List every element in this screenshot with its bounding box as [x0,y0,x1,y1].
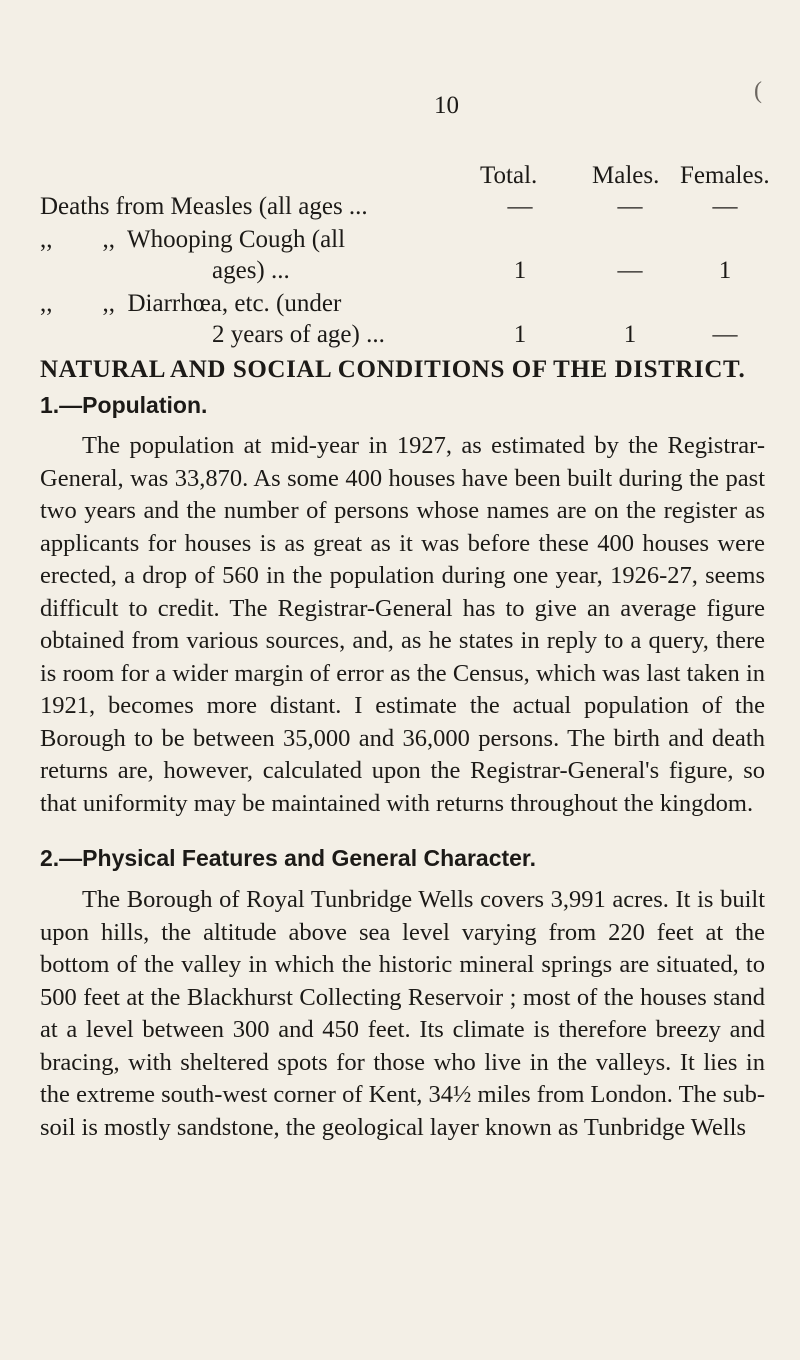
row-label: ,, ,, Diarrhœa, etc. (under [40,290,342,317]
row-label: ,, ,, Whooping Cough (all [40,226,346,253]
population-heading: 1.—Population. [40,392,208,418]
cell-total: 1 [513,257,527,284]
cell-males: 1 [623,321,637,348]
physical-features-paragraph: The Borough of Royal Tunbridge Wells covers 3,991 acres. It is built upon hills, the altitude above sea level varying from 220 feet at the bottom of the valley in which the historic mineral springs are situated, to 500 feet at the Blackhurst Collecting Reservoir ; most of the houses stand at a level between 300 and 450 feet. Its climate is therefore breezy and bracing, with sheltered spots for those who live in the valleys. It lies in the extreme south-west corner of Kent, 34½ miles from London. The sub-soil is mostly sandstone, the geological layer known as Tunbridge Wells [40,886,765,1141]
cell-females: — [712,321,738,348]
row-label: Deaths from Measles (all ages ... [40,193,368,220]
page-number: 10 [434,92,459,119]
cell-total: 1 [513,321,527,348]
header-males: Males. [592,162,660,189]
cell-males: — [617,257,643,284]
header-females: Females. [680,162,770,189]
table-row-diarrhoea [40,288,760,352]
table-column-headers [40,160,770,192]
physical-features-heading: 2.—Physical Features and General Character. [40,845,537,871]
row-label-continued: 2 years of age) ... [212,321,385,348]
corner-mark: ( [754,78,762,104]
table-row-whooping-cough [40,224,760,288]
cell-males: — [617,193,643,220]
population-paragraph: The population at mid-year in 1927, as estimated by the Registrar-General, was 33,870. As some 400 houses have been built during the past two years and the number of persons whose names are on the register as applicants for houses is as great as it was before these 400 houses were erected, a drop of 560 in the population during one year, 1926-27, seems difficult to credit. The Registrar-General has to give an average figure obtained from various sources, and, as he states in reply to a query, there is room for a wider margin of error as the Census, which was last taken in 1921, becomes more distant. I estimate the actual population of the Borough to be between 35,000 and 36,000 persons. The birth and death returns are, however, calculated upon the Registrar-General's figure, so that uniformity may be maintained with returns throughout the kingdom. [40,432,765,817]
cell-females: 1 [718,257,732,284]
header-total: Total. [480,162,538,189]
cell-females: — [712,193,738,220]
cell-total: — [507,193,533,220]
table-row-measles [40,191,760,223]
section-title: NATURAL AND SOCIAL CONDITIONS OF THE DISTRICT. [40,356,746,383]
row-label-continued: ages) ... [212,257,290,284]
